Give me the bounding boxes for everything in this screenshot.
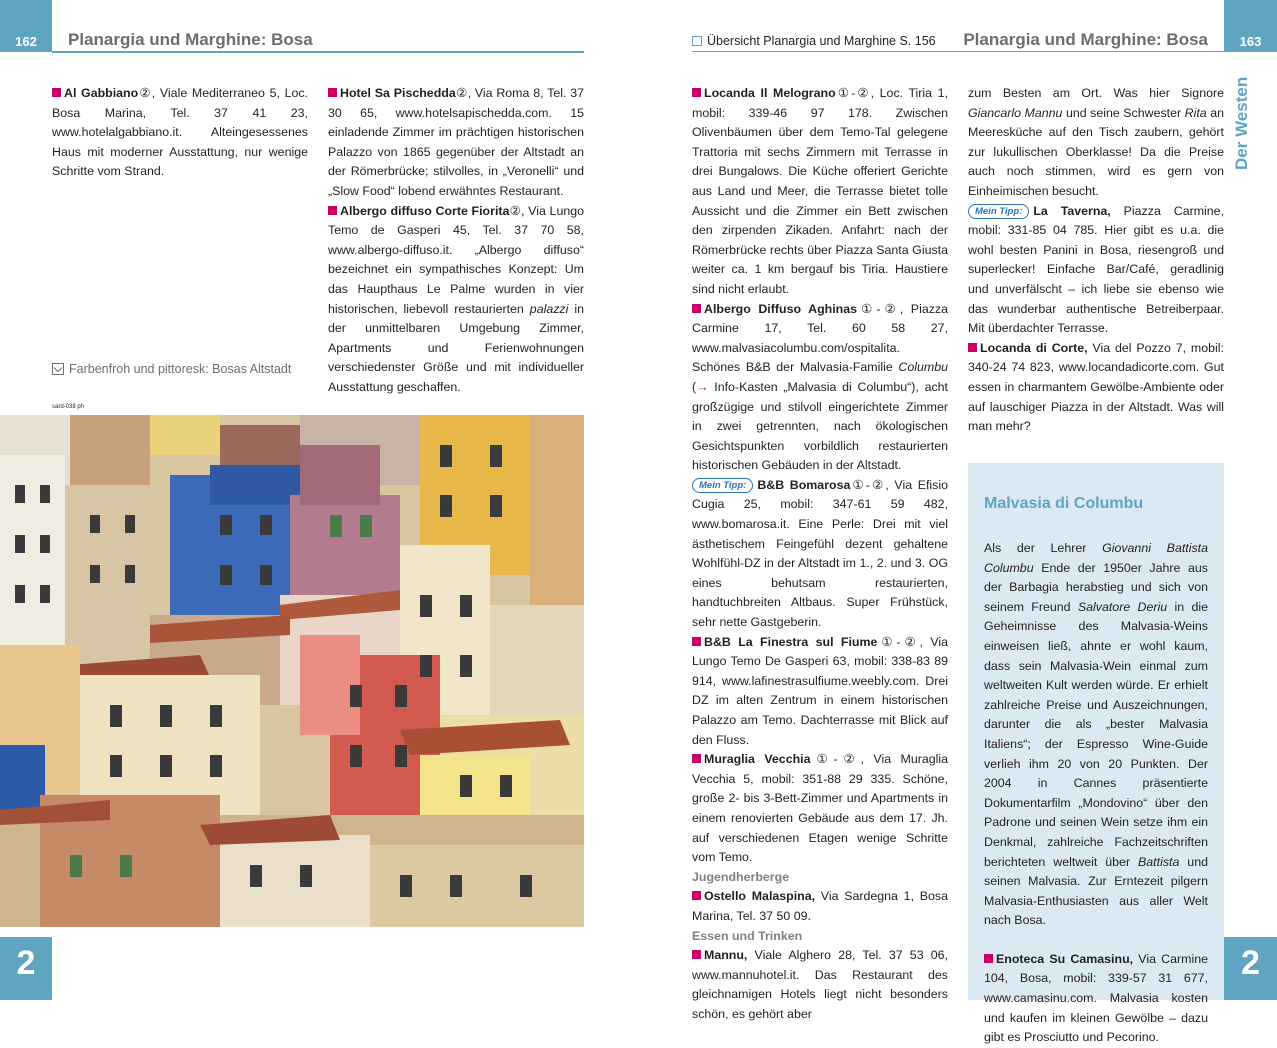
bullet-icon: [328, 88, 337, 97]
section-subheading: Essen und Trinken: [692, 928, 803, 943]
caption-text: Farbenfroh und pittoresk: Bosas Altstadt: [69, 362, 292, 376]
italic-text: Battista: [1138, 854, 1180, 869]
text: zum Besten am Ort. Was hier Signore: [968, 86, 1224, 100]
chapter-number-right: 2: [1241, 944, 1260, 982]
text: Als der Lehrer: [984, 541, 1103, 555]
entry-italic: Columbu: [898, 360, 948, 375]
overview-link[interactable]: [692, 34, 936, 48]
chapter-number-left: 2: [16, 944, 36, 982]
rating: ②: [455, 86, 468, 100]
overview-link-label: Übersicht Planargia und Marghine S. 156: [707, 34, 936, 48]
page-number-right: 163: [1239, 34, 1262, 49]
text: und seinen Malvasia. Zur Erntezeit pilgern Malvasia-Enthusiasten aus aller Welt nach Bosa.: [984, 854, 1208, 928]
entry-name: B&B La Finestra sul Fiume: [704, 634, 878, 649]
section-vertical-title: Der Westen: [1232, 76, 1251, 170]
entry-name: Locanda di Corte,: [980, 340, 1088, 355]
entry-name: Locanda Il Melograno: [704, 86, 836, 100]
listing-entry: [52, 84, 308, 182]
bullet-icon: [692, 88, 701, 97]
entry-text: (: [692, 379, 697, 394]
entry-text: Via Carmine 104, Bosa, mobil: 339-57 31 677, www.camasinu.com. Malvasia kosten und kaufen im kleinen Gewölbe – dazu gibt es Prosciutto und Pecorino.: [984, 951, 1208, 1045]
bullet-icon: [692, 754, 701, 763]
paragraph: [968, 84, 1224, 202]
rating: ②: [509, 203, 522, 218]
listing-entry: [692, 633, 948, 751]
listing-entry: [692, 946, 948, 1024]
running-header-right: Planargia und Marghine: Bosa: [963, 30, 1208, 49]
info-box-title: Malvasia di Columbu: [984, 495, 1144, 512]
italic-text: Salvatore Deriu: [1077, 599, 1168, 614]
listing-entry: [692, 300, 948, 476]
entry-text: , Via Muraglia Vecchia 5, mobil: 351-88 29 335. Schöne, große 2- bis 3-Bett-Zimmer und Apartments in einem renovierten Gebäude aus dem 17. Jh. auf verschiedenen Etagen wenige Schritte vom Temo.: [692, 752, 949, 865]
entry-name: B&B Bomarosa: [757, 477, 851, 492]
bullet-icon: [968, 343, 977, 352]
info-box-malvasia: [968, 463, 1224, 1045]
listing-entry: [328, 202, 584, 398]
entry-italic: palazzi: [529, 301, 569, 316]
entry-text: Info-Kasten „Malvasia di Columbu“), acht großzügige und stilvoll eingerichtete Zimmer in zwei getrennten, nach ökologischen Gesichtspunkten vorbildlich restaurierten historischen Gebäuden in der Altstadt.: [692, 379, 948, 473]
bullet-icon: [692, 637, 701, 646]
bullet-icon: [328, 206, 337, 215]
entry-name: Enoteca Su Camasinu,: [996, 951, 1134, 966]
page-number-left: 162: [15, 34, 37, 49]
header-rule: [692, 51, 1224, 52]
left-column-2: [328, 84, 584, 398]
entry-text: , Viale Mediterraneo 5, Loc. Bosa Marina, Tel. 37 41 23, www.hotelalgabbiano.it. Alteingesessenes Haus mit moderner Ausstattung, nur wenige Schritte vom Strand.: [52, 86, 308, 179]
bullet-icon: [52, 88, 61, 97]
entry-text: in der unmittelbaren Umgebung Zimmer, Apartments und Ferienwohnungen verschiedenster Größe und mit individueller Ausstattung geschaffen.: [328, 301, 584, 394]
rating: ①-②: [835, 86, 871, 100]
entry-text: , Via Roma 8, Tel. 37 30 65, www.hotelsapischedda.com. 15 einladende Zimmer im prächtigen historischen Palazzo von 1865 gegenüber der Altstadt an der Römerbrücke; stilvolles, in „Veronelli“ und „Slow Food“ lobend erwähntes Restaurant.: [328, 86, 584, 198]
entry-name: Mannu,: [704, 948, 748, 963]
italic-text: Giancarlo Mannu: [968, 105, 1063, 120]
entry-text: , Piazza Carmine 17, Tel. 60 58 27, www.malvasiacolumbu.com/ospitalita. Schönes B&B der Malvasia-Familie: [692, 301, 948, 375]
right-column-2: [968, 84, 1224, 437]
cross-reference-arrow-icon: →: [696, 379, 709, 394]
rating: ①-②: [877, 634, 920, 649]
listing-entry: [692, 750, 948, 868]
text: an Meeresküche auf den Tisch zaubern, gehört zur lukullischen Oberklasse! Da die Preise auch noch stimmen, wird es gern von Einheimischen besucht.: [968, 105, 1224, 198]
entry-text: Viale Alghero 28, Tel. 37 53 06, www.mannuhotel.it. Das Restaurant des gleichnamigen Hotels liegt nicht besonders schön, es gehört aber: [692, 948, 948, 1021]
text: in die Geheimnisse des Malvasia-Weins einweisen ließ, ahnte er wohl kaum, dass sein Malvasia-Wein einmal zum weltweiten Kult werden würde. Er erhielt zahlreiche Preise und Auszeichnungen, darunter die als „bester Malvasia Italiens“; der Espresso Wine-Guide verlieh ihm 20 von 20 Punkten. Der 2004 in Cannes präsentierte Dokumentarfilm „Mondovino“ über den Padrone und seinen Wein setze ihm ein Denkmal, zahlreiche Fachzeitschriften berichteten weltweit über: [984, 599, 1208, 869]
paragraph: [984, 539, 1208, 931]
entry-name: Albergo diffuso Corte Fiorita: [340, 203, 510, 218]
listing-entry: [692, 476, 948, 633]
entry-name: Albergo Diffuso Aghinas: [704, 301, 858, 316]
mein-tipp-badge: Mein Tipp:: [968, 204, 1029, 219]
listing-entry: [968, 202, 1224, 339]
photo-caption: [52, 362, 291, 376]
photo-id: sard-038 ph: [52, 404, 85, 410]
italic-text: Giovanni Battista Columbu: [984, 541, 1208, 575]
section-subheading: Jugendherberge: [692, 869, 790, 884]
entry-name: Muraglia Vecchia: [704, 752, 811, 767]
listing-entry: [692, 887, 948, 926]
text: und seine Schwester: [1062, 105, 1185, 120]
bullet-icon: [692, 304, 701, 313]
listing-entry: [968, 339, 1224, 437]
rating: ②: [138, 86, 152, 100]
entry-name: Al Gabbiano: [64, 86, 139, 100]
italic-text: Rita: [1184, 105, 1207, 120]
listing-entry: [984, 950, 1208, 1048]
info-box-body: [984, 539, 1208, 1048]
bullet-icon: [984, 954, 993, 963]
entry-text: , Via Lungo Temo de Gasperi 45, Tel. 37 70 58, www.albergo-diffuso.it. „Albergo diffuso“ bezeichnet ein sympathisches Konzept: Um das Haupthaus Le Palme wurden in vier historischen, liebevoll restaurierten: [328, 203, 585, 316]
rating: ①-②: [850, 477, 886, 492]
entry-name: Hotel Sa Pischedda: [340, 86, 456, 100]
caption-arrow-icon: [52, 363, 64, 375]
rating: ①-②: [857, 301, 900, 316]
town-illustration: [0, 415, 584, 927]
entry-text: , Via Lungo Temo De Gasperi 63, mobil: 338-83 89 914, www.lafinestrasulfiume.weebly.com. Drei DZ im alten Zentrum in einem historischen Palazzo am Temo. Dachterrasse mit Blick auf den Fluss.: [692, 634, 949, 747]
running-header-left: Planargia und Marghine: Bosa: [68, 30, 313, 49]
left-column-1: [52, 84, 308, 182]
right-column-1: [692, 84, 948, 1025]
entry-text: , Via Efisio Cugia 25, mobil: 347-61 59 482, www.bomarosa.it. Eine Perle: Drei mit viel ästhetischem Feingefühl dezent gehaltene Wohlfühl-DZ in der Altstadt im 1., 2. und 3. OG eines behutsam restaurierten, handtuchbreiten Altbaus. Super Frühstück, sehr nette Gastgeberin.: [692, 477, 949, 630]
entry-text: Via Sardegna 1, Bosa Marina, Tel. 37 50 09.: [692, 889, 948, 923]
entry-name: Ostello Malaspina,: [704, 889, 816, 904]
text: Ende der 1950er Jahre aus der Barbagia herabstieg und sich von seinem Freund: [984, 560, 1208, 614]
entry-text: Via del Pozzo 7, mobil: 340-24 74 823, www.locandadicorte.com. Gut essen in charmantem Gewölbe-Ambiente oder auf lauschiger Piazza in der Altstadt. Was will man mehr?: [968, 340, 1224, 434]
mein-tipp-badge: Mein Tipp:: [692, 478, 753, 493]
listing-entry: [692, 84, 948, 300]
bullet-icon: [692, 950, 701, 959]
header-rule: [52, 51, 584, 53]
bosa-old-town-photo: [0, 415, 584, 927]
checkbox-icon: [692, 36, 702, 46]
entry-text: , Loc. Tiria 1, mobil: 339-46 97 178. Zwischen Olivenbäumen über dem Temo-Tal gelegene Trattoria mit sechs Zimmern mit Terrasse in drei Bungalows. Die Küche offeriert Gerichte aus Land und Meer, die Terrasse bietet tolle Aussicht und die Zimmer ein Bett zwischen den zirpenden Zikaden. Anfahrt: nach der Römerbrücke rechts über Piazza Santa Giusta weiter ca. 1 km bergauf bis Tiria. Haustiere sind nicht erlaubt.: [692, 86, 949, 296]
entry-text: Piazza Carmine, mobil: 331-85 04 785. Hier gibt es u.a. die wohl besten Panini in Bosa, riesengroß und superlecker! Einfache Bar/Café, geradlinig und unverfälscht – ich liebe sie ebenso wie das wunderbar authentische Betreiberpaar. Mit überdachter Terrasse.: [968, 203, 1225, 336]
rating: ①-②: [810, 752, 861, 767]
bullet-icon: [692, 891, 701, 900]
listing-entry: [328, 84, 584, 202]
entry-name: La Taverna,: [1033, 203, 1111, 218]
